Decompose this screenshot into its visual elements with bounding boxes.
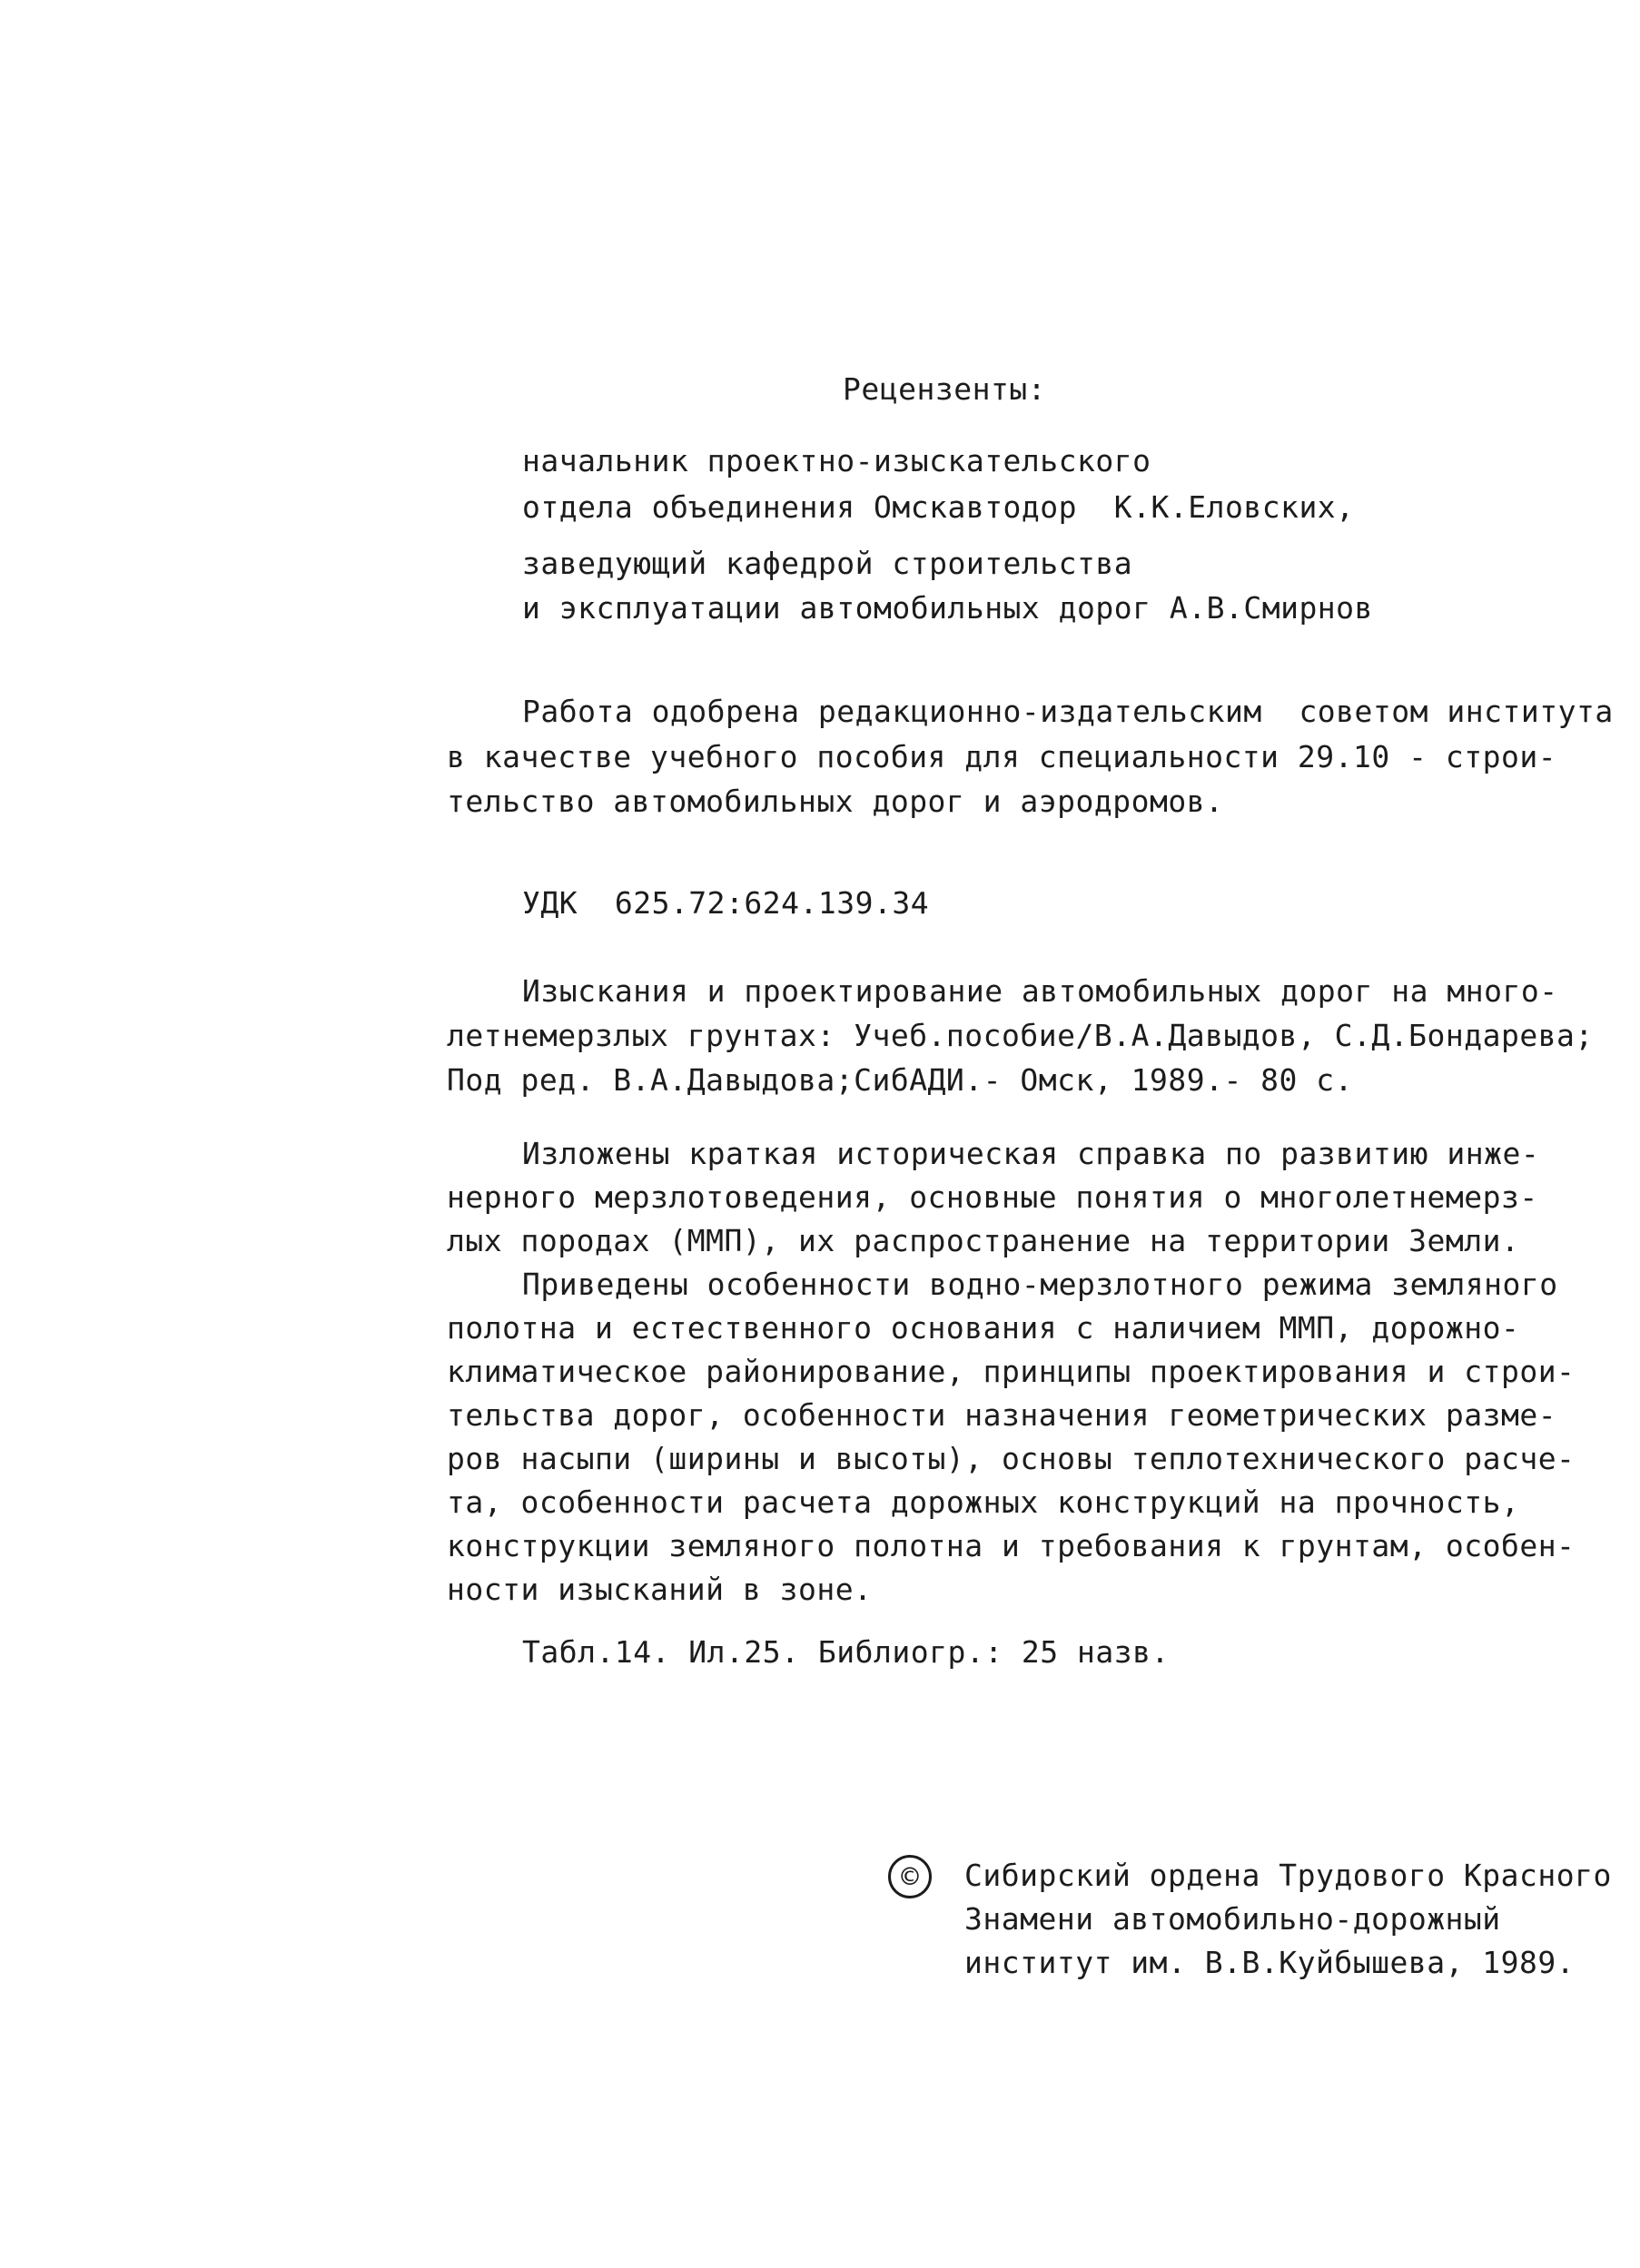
abstract-line-8: ров насыпи (ширины и высоты), основы теплотехнического расче- xyxy=(447,1441,1576,1476)
abstract-line-9: та, особенности расчета дорожных конструкций на прочность, xyxy=(447,1484,1520,1520)
abstract-line-10: конструкции земляного полотна и требования к грунтам, особен- xyxy=(447,1528,1576,1563)
abstract-line-2: нерного мерзлотоведения, основные понятия о многолетнемерз- xyxy=(447,1179,1538,1215)
abstract-line-5: полотна и естественного основания с наличием ММП, дорожно- xyxy=(447,1310,1520,1346)
abstract-line-4: Приведены особенности водно-мерзлотного режима земляного xyxy=(522,1267,1558,1302)
bibliography-line-1: Изыскания и проектирование автомобильных дорог на много- xyxy=(522,973,1558,1009)
abstract-line-1: Изложены краткая историческая справка по развитию инже- xyxy=(522,1136,1540,1171)
reviewer-1-line-1: начальник проектно-изыскательского xyxy=(522,443,1151,478)
reviewer-2-line-2: и эксплуатации автомобильных дорог А.В.Смирнов xyxy=(522,590,1373,626)
approval-line-2: в качестве учебного пособия для специальности 29.10 - строи- xyxy=(447,739,1557,774)
copyright-line-3: институт им. В.В.Куйбышева, 1989. xyxy=(964,1945,1576,1980)
reviewer-2-line-1: заведующий кафедрой строительства xyxy=(522,546,1133,581)
copyright-icon: © xyxy=(888,1855,932,1898)
bibliography-line-3: Под ред. В.А.Давыдова;СибАДИ.- Омск, 1989.- 80 с. xyxy=(447,1062,1354,1098)
udc-code: УДК 625.72:624.139.34 xyxy=(522,885,930,921)
copyright-line-2: Знамени автомобильно-дорожный xyxy=(964,1901,1501,1937)
stats-line: Табл.14. Ил.25. Библиогр.: 25 назв. xyxy=(522,1634,1170,1670)
reviewers-heading: Рецензенты: xyxy=(843,371,1047,407)
copyright-line-1: Сибирский ордена Трудового Красного xyxy=(964,1858,1612,1893)
bibliography-line-2: летнемерзлых грунтах: Учеб.пособие/В.А.Давыдов, С.Д.Бондарева; xyxy=(447,1018,1594,1053)
approval-line-1: Работа одобрена редакционно-издательским советом института xyxy=(522,694,1614,729)
abstract-line-3: лых породах (ММП), их распространение на территории Земли. xyxy=(447,1223,1520,1258)
reviewer-1-line-2: отдела объединения Омскавтодор К.К.Еловских, xyxy=(522,489,1355,525)
abstract-line-11: ности изысканий в зоне. xyxy=(447,1572,873,1607)
approval-line-3: тельство автомобильных дорог и аэродромов. xyxy=(447,784,1224,819)
abstract-line-7: тельства дорог, особенности назначения геометрических разме- xyxy=(447,1397,1557,1433)
abstract-line-6: климатическое районирование, принципы проектирования и строи- xyxy=(447,1354,1576,1389)
